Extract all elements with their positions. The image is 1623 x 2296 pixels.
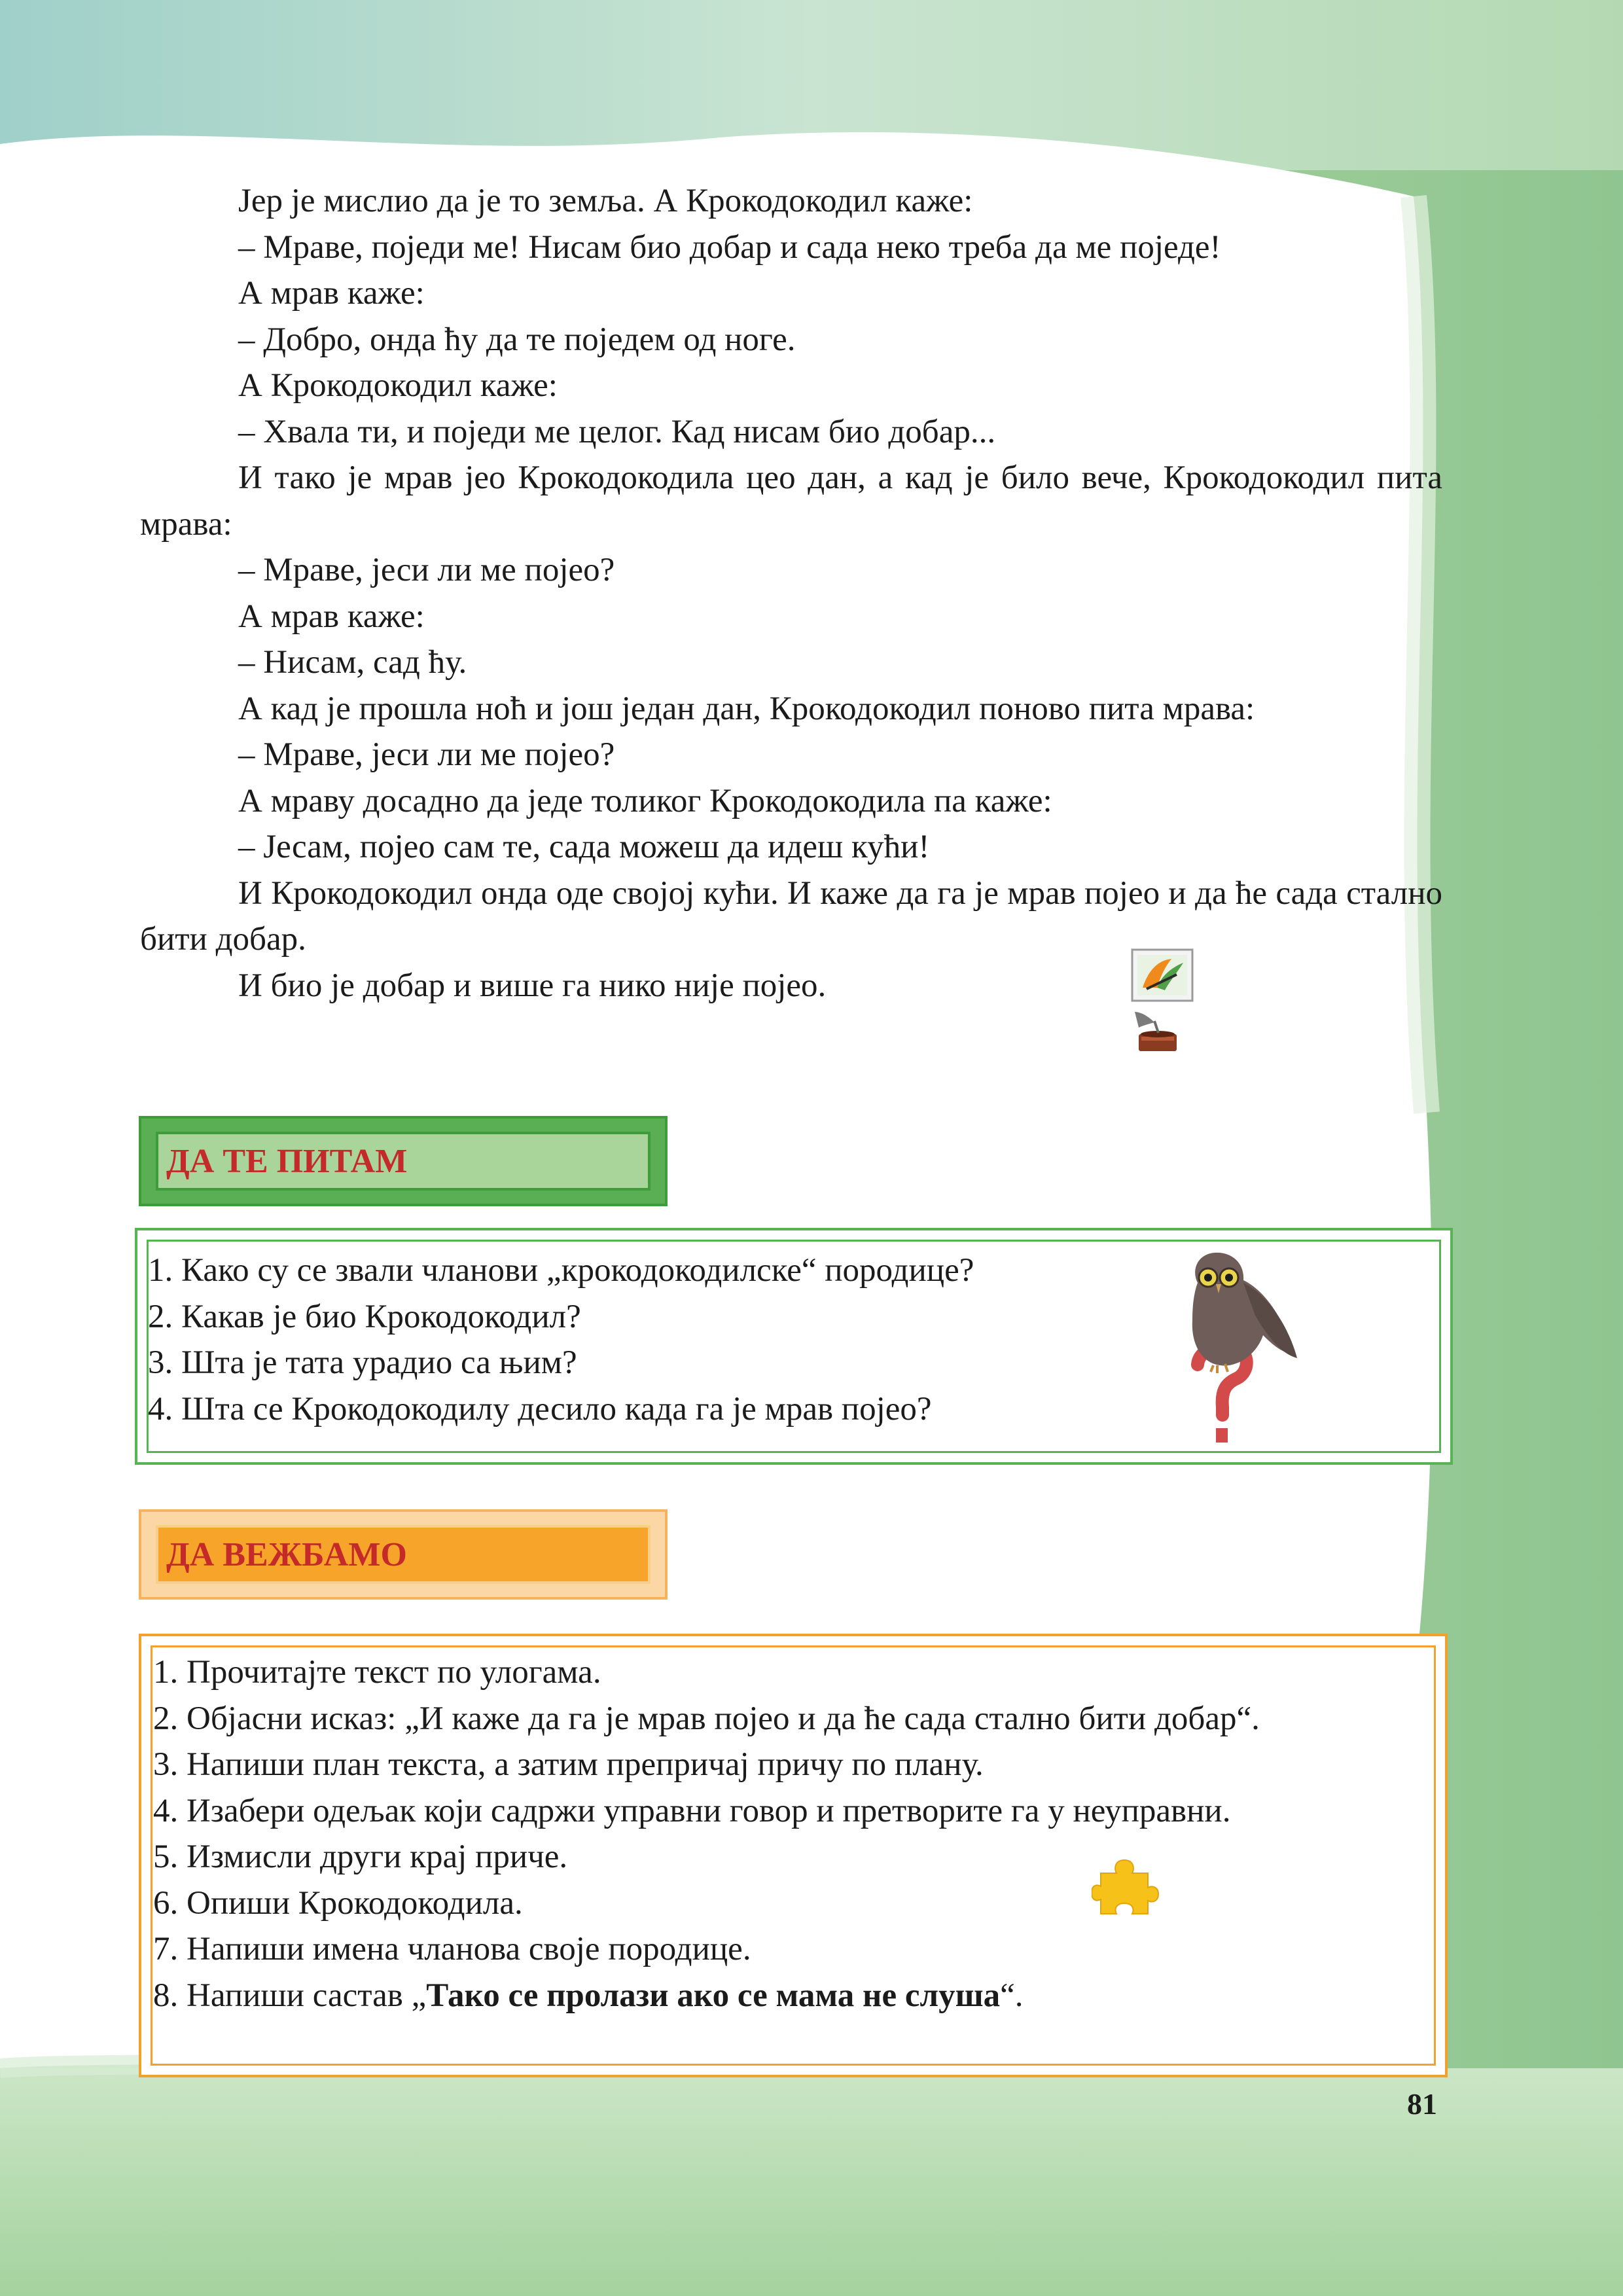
story-paragraph: А кад је прошла ноћ и још један дан, Крокодокодил поново пита мрава: [238, 690, 1255, 727]
exercise-item: 2. Објасни исказ: „И каже да га је мрав појео и да ће сада стално бити добар“. [153, 1700, 1260, 1737]
puzzle-icon [1092, 1854, 1160, 1918]
story-paragraph: – Јесам, појео сам те, сада можеш да идеш кући! [238, 829, 930, 865]
story-text [140, 178, 1442, 1009]
section-title-pitam: ДА ТЕ ПИТАМ [166, 1142, 408, 1180]
exercise-item: 1. Прочитајте текст по улогама. [153, 1654, 601, 1691]
section-title-vezbamo: ДА ВЕЖБАМО [166, 1535, 407, 1573]
exercise-item: 5. Измисли други крај приче. [153, 1839, 568, 1875]
owl-question-icon [1152, 1244, 1322, 1460]
story-paragraph: А мраву досадно да једе толиког Крокодокодила па каже: [238, 782, 1052, 819]
exercise-item: 6. Опиши Крокодокодила. [153, 1884, 523, 1922]
exercises-list [153, 1649, 1260, 2018]
story-paragraph: – Добро, онда ћу да те поједем од ноге. [238, 321, 796, 358]
story-paragraph: – Мраве, јеси ли ме појео? [238, 736, 615, 773]
gramophone-icon [1132, 1008, 1183, 1055]
exercise-item: 7. Напиши имена чланова своје породице. [153, 1931, 751, 1967]
question-item: 2. Какав је био Крокодокодил? [148, 1298, 581, 1335]
story-paragraph: А мрав каже: [238, 598, 425, 635]
story-paragraph: – Хвала ти, и поједи ме целог. Кад нисам био добар... [238, 413, 996, 450]
story-paragraph: – Мраве, поједи ме! Нисам био добар и сада неко треба да ме поједе! [238, 228, 1221, 266]
story-paragraph: И био је добар и више га нико није појео. [238, 967, 827, 1004]
story-paragraph: – Нисам, сад ћу. [238, 644, 467, 681]
exercise-8-prefix: 8. Напиши састав „ [153, 1977, 427, 2014]
question-item: 4. Шта се Крокодокодилу десило када га је мрав појео? [148, 1390, 932, 1427]
story-paragraph: И тако је мрав јео Крокодокодила цео дан, а кад је било вече, Крокодокодил пита мрава: [140, 459, 1442, 543]
section-header-pitam [139, 1116, 668, 1206]
questions-list [148, 1247, 974, 1432]
question-item: 1. Како су се звали чланови „крокодокодилске“ породице? [148, 1252, 974, 1289]
exercise-item-8 [153, 1973, 1260, 2019]
story-paragraph: И Крокодокодил онда оде својој кући. И каже да га је мрав појео и да ће сада стално бити добар. [140, 874, 1442, 958]
exercise-8-title: Тако се пролази ако се мама не слуша [426, 1977, 1001, 2014]
page-number: 81 [1407, 2087, 1437, 2121]
section-header-vezbamo [139, 1509, 668, 1600]
picture-icon [1131, 948, 1194, 1002]
story-paragraph: – Мраве, јеси ли ме појео? [238, 552, 615, 588]
exercises-box [139, 1634, 1448, 2077]
question-item: 3. Шта је тата урадио са њим? [148, 1344, 577, 1381]
exercise-item: 4. Изабери одељак који садржи управни говор и претворите га у неуправни. [153, 1792, 1231, 1829]
story-paragraph: А Крокодокодил каже: [238, 367, 558, 404]
story-paragraph: А мрав каже: [238, 275, 425, 312]
exercise-8-suffix: “. [1000, 1977, 1024, 2014]
exercise-item: 3. Напиши план текста, а затим препричај причу по плану. [153, 1746, 984, 1783]
story-paragraph: Јер је мислио да је то земља. А Крокодокодил каже: [238, 183, 973, 219]
